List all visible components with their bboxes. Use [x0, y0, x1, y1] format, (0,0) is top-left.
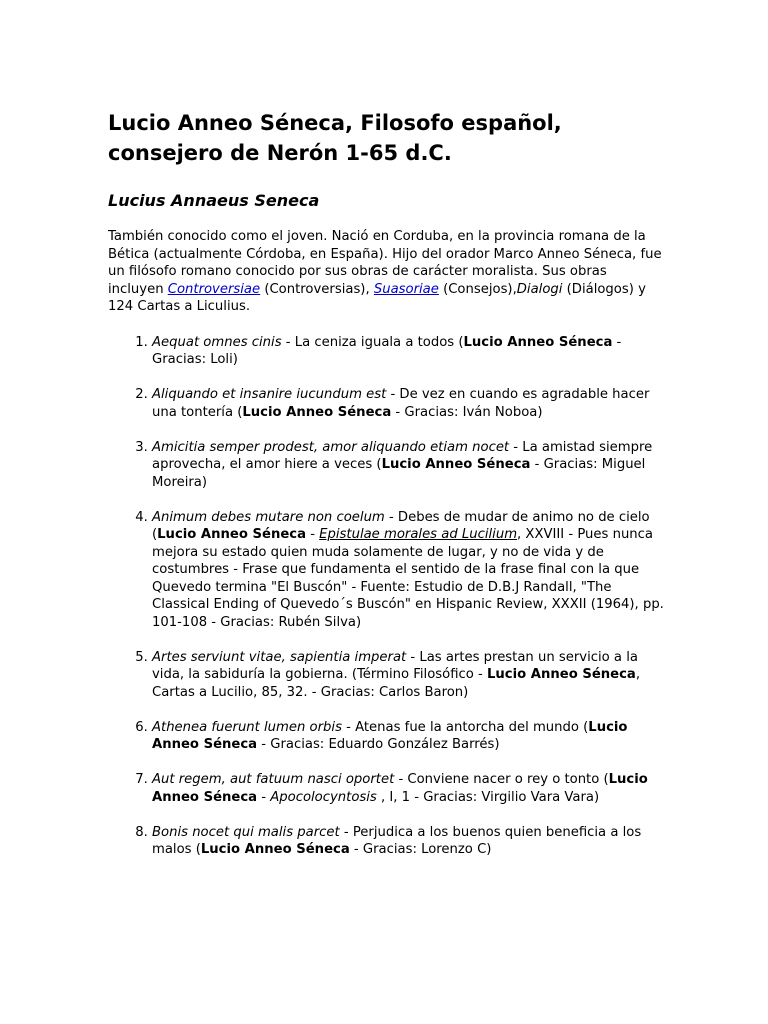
quote-credit: - Gracias: Iván Noboa)	[391, 404, 543, 420]
intro-text-after: (Diálogos) y 124 Cartas a Liculius.	[108, 281, 646, 314]
quote-author: Lucio Anneo Séneca	[152, 772, 648, 805]
quote-credit: - Gracias: Miguel Moreira)	[152, 457, 646, 490]
quote-translation: - Atenas fue la antorcha del mundo (	[341, 719, 589, 735]
latin-quote: Animum debes mutare non coelum	[152, 509, 385, 525]
quote-author: Lucio Anneo Séneca	[152, 719, 628, 752]
dialogi-title: Dialogi	[516, 281, 563, 297]
quote-author: Lucio Anneo Séneca	[486, 667, 636, 682]
quote-author: Lucio Anneo Séneca	[200, 842, 350, 857]
quote-translation: - La ceniza iguala a todos (	[281, 334, 464, 350]
quote-translation: - De vez en cuando es agradable hacer una tontería (	[152, 387, 650, 420]
intro-text-mid1: (Controversias),	[260, 281, 374, 297]
list-item	[152, 509, 664, 632]
latin-quote: Artes serviunt vitae, sapientia imperat	[152, 649, 407, 665]
list-item	[152, 771, 664, 806]
list-item	[152, 334, 664, 369]
quote-translation: - La amistad siempre aprovecha, el amor hiere a veces (	[152, 439, 653, 472]
quote-credit: , XXVIII - Pues nunca mejora su estado quien muda solamente de lugar, y no de vida y de costumbres - Frase que fundamenta el sentido de la frase final con la que Quevedo termina "El Buscón" - Fuente: Estudio de D.B.J Randall, "The Classical Ending of Quevedo´s Buscón" en Hispanic Review, XXXII (1964), pp. 101-108 - Gracias: Rubén Silva)	[152, 527, 664, 630]
latin-quote: Aut regem, aut fatuum nasci oportet	[152, 772, 395, 787]
intro-text-before: También conocido como el joven. Nació en Corduba, en la provincia romana de la Bética (actualmente Córdoba, en España). Hijo del orador Marco Anneo Séneca, fue un filósofo romano conocido por sus obras de carácter moralista. Sus obras incluyen	[108, 229, 662, 297]
quote-author: Lucio Anneo Séneca	[242, 404, 392, 420]
list-item	[152, 824, 664, 859]
quotes-list	[108, 334, 664, 859]
list-item	[152, 649, 664, 702]
intro-text-mid2: (Consejos),	[438, 281, 517, 297]
list-item	[152, 719, 664, 754]
quote-separator: -	[257, 789, 271, 805]
latin-quote: Aequat omnes cinis	[152, 334, 282, 350]
controversiae-link[interactable]: Controversiae	[167, 281, 261, 297]
work-title: Apocolocyntosis	[270, 789, 377, 805]
page-subtitle: Lucius Annaeus Seneca	[108, 191, 320, 210]
latin-quote: Bonis nocet qui malis parcet	[152, 824, 340, 840]
quote-translation: - Perjudica a los buenos quien beneficia a los malos (	[152, 824, 642, 857]
quote-translation: - Debes de mudar de animo no de cielo (	[152, 509, 650, 542]
latin-quote: Athenea fuerunt lumen orbis	[152, 719, 342, 735]
latin-quote: Aliquando et insanire iucundum est	[152, 387, 387, 402]
quote-translation: - Conviene nacer o rey o tonto (	[394, 772, 609, 787]
quote-credit: - Gracias: Lorenzo C)	[349, 842, 492, 857]
quote-credit: , I, 1 - Gracias: Virgilio Vara Vara)	[376, 789, 600, 805]
latin-quote: Amicitia semper prodest, amor aliquando etiam nocet	[152, 439, 510, 455]
suasoriae-link[interactable]: Suasoriae	[373, 281, 439, 297]
quote-credit: - Gracias: Eduardo González Barrés)	[257, 737, 500, 752]
page-title: Lucio Anneo Séneca, Filosofo español, consejero de Nerón 1-65 d.C.	[108, 111, 562, 165]
quote-author: Lucio Anneo Séneca	[157, 527, 307, 542]
document-page	[108, 108, 664, 876]
quote-author: Lucio Anneo Séneca	[463, 334, 613, 350]
intro-paragraph	[108, 228, 664, 316]
quote-author: Lucio Anneo Séneca	[381, 457, 531, 472]
work-title-link[interactable]: Epistulae morales ad Lucilium	[319, 527, 518, 542]
list-item	[152, 439, 664, 492]
quote-credit: , Cartas a Lucilio, 85, 32. - Gracias: Carlos Baron)	[152, 667, 641, 700]
list-item	[152, 386, 664, 421]
quote-translation: - Las artes prestan un servicio a la vida, la sabiduría la gobierna. (Término Filosófico -	[152, 649, 638, 682]
quote-credit: - Gracias: Loli)	[152, 334, 622, 367]
quote-separator: -	[306, 527, 320, 542]
